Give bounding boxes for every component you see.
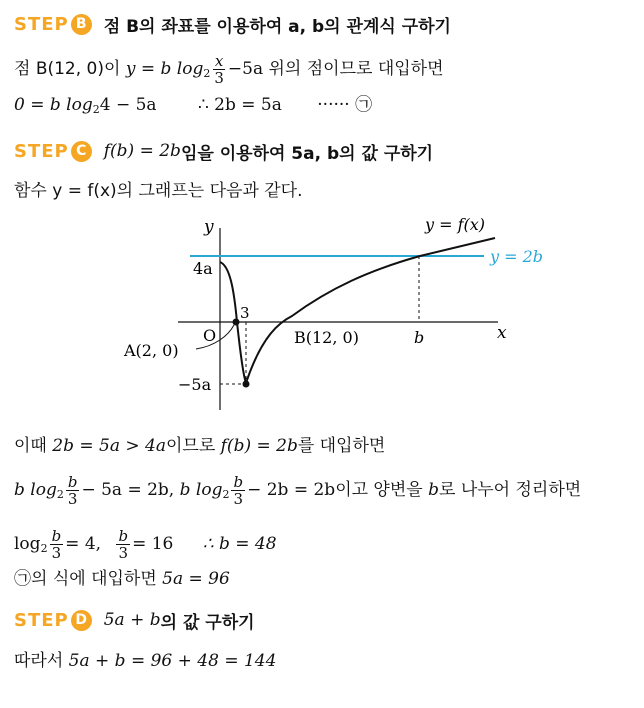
function-graph xyxy=(0,210,644,420)
circled-ref: ㉠ xyxy=(14,569,31,589)
label-B: B(12, 0) xyxy=(294,328,359,347)
step-badge-d: D xyxy=(71,610,92,631)
label-line-2b: y = 2b xyxy=(490,247,544,266)
step-c-line-4: b $\log_2$ $\frac{b}{3}$ − 5a = 2b, b $\log_2$ $\frac{b}{3}$ − 2b = 2b이고 양변을 b로 나누어 정리하면 xyxy=(14,473,582,508)
step-d-heading xyxy=(14,608,255,632)
label-y-axis: y xyxy=(204,217,214,237)
step-badge-c: C xyxy=(71,141,92,162)
point-A xyxy=(233,319,240,326)
step-label: STEP xyxy=(14,13,69,35)
step-c-heading xyxy=(14,139,433,163)
step-c-title: 임을 이용하여 5a, b의 값 구하기 xyxy=(180,143,434,164)
label-neg5a: −5a xyxy=(178,375,212,394)
step-c-line-3: 이때 2b = 5a > 4a이므로 f(b) = 2b를 대입하면 xyxy=(14,436,386,456)
label-3: 3 xyxy=(240,304,250,322)
step-c-line-5: $\log_2$ $\frac{b}{3}$ = 4, $\frac{b}{3}$ = 16 ∴ b = 48 xyxy=(14,527,277,562)
step-c-title-math: f(b) = 2b xyxy=(103,141,181,161)
step-b-line-2: 0 = b $\log_24 - 5a$ ∴ 2b = 5a ······ ㉠ xyxy=(14,95,373,116)
graph-intro: 함수 y = f(x)의 그래프는 다음과 같다. xyxy=(14,181,303,201)
fraction: $\frac{b}{3}$ xyxy=(67,473,78,508)
step-b-heading xyxy=(14,12,451,36)
fraction: $\frac{b}{3}$ xyxy=(118,527,129,562)
step-b-title: 점 B의 좌표를 이용하여 a, b의 관계식 구하기 xyxy=(103,16,451,37)
label-origin: O xyxy=(203,326,217,345)
label-A: A(2, 0) xyxy=(124,341,179,360)
label-x-axis: x xyxy=(497,323,507,343)
point-min xyxy=(243,381,250,388)
step-b-line-1: 점 B(12, 0)이 y = b $\log_2$ $\frac{x}{3}$ −5a 위의 점이므로 대입하면 xyxy=(14,52,444,87)
fraction: $\frac{b}{3}$ xyxy=(51,527,62,562)
label-curve: y = f(x) xyxy=(425,215,486,234)
step-d-title-math: 5a + b xyxy=(103,610,161,630)
curve-right-branch xyxy=(246,238,495,383)
step-badge-b: B xyxy=(71,14,92,35)
step-label: STEP xyxy=(14,140,69,162)
step-label: STEP xyxy=(14,609,69,631)
step-d-title: 의 값 구하기 xyxy=(160,612,255,633)
label-4a: 4a xyxy=(193,259,213,278)
step-d-line-1: 따라서 5a + b = 96 + 48 = 144 xyxy=(14,651,277,671)
fraction: $\frac{b}{3}$ xyxy=(233,473,244,508)
label-b: b xyxy=(414,328,425,347)
fraction: $\frac{x}{3}$ xyxy=(214,52,224,87)
circled-ref: ㉠ xyxy=(355,95,373,115)
step-c-line-6: ㉠의 식에 대입하면 5a = 96 xyxy=(14,569,230,589)
